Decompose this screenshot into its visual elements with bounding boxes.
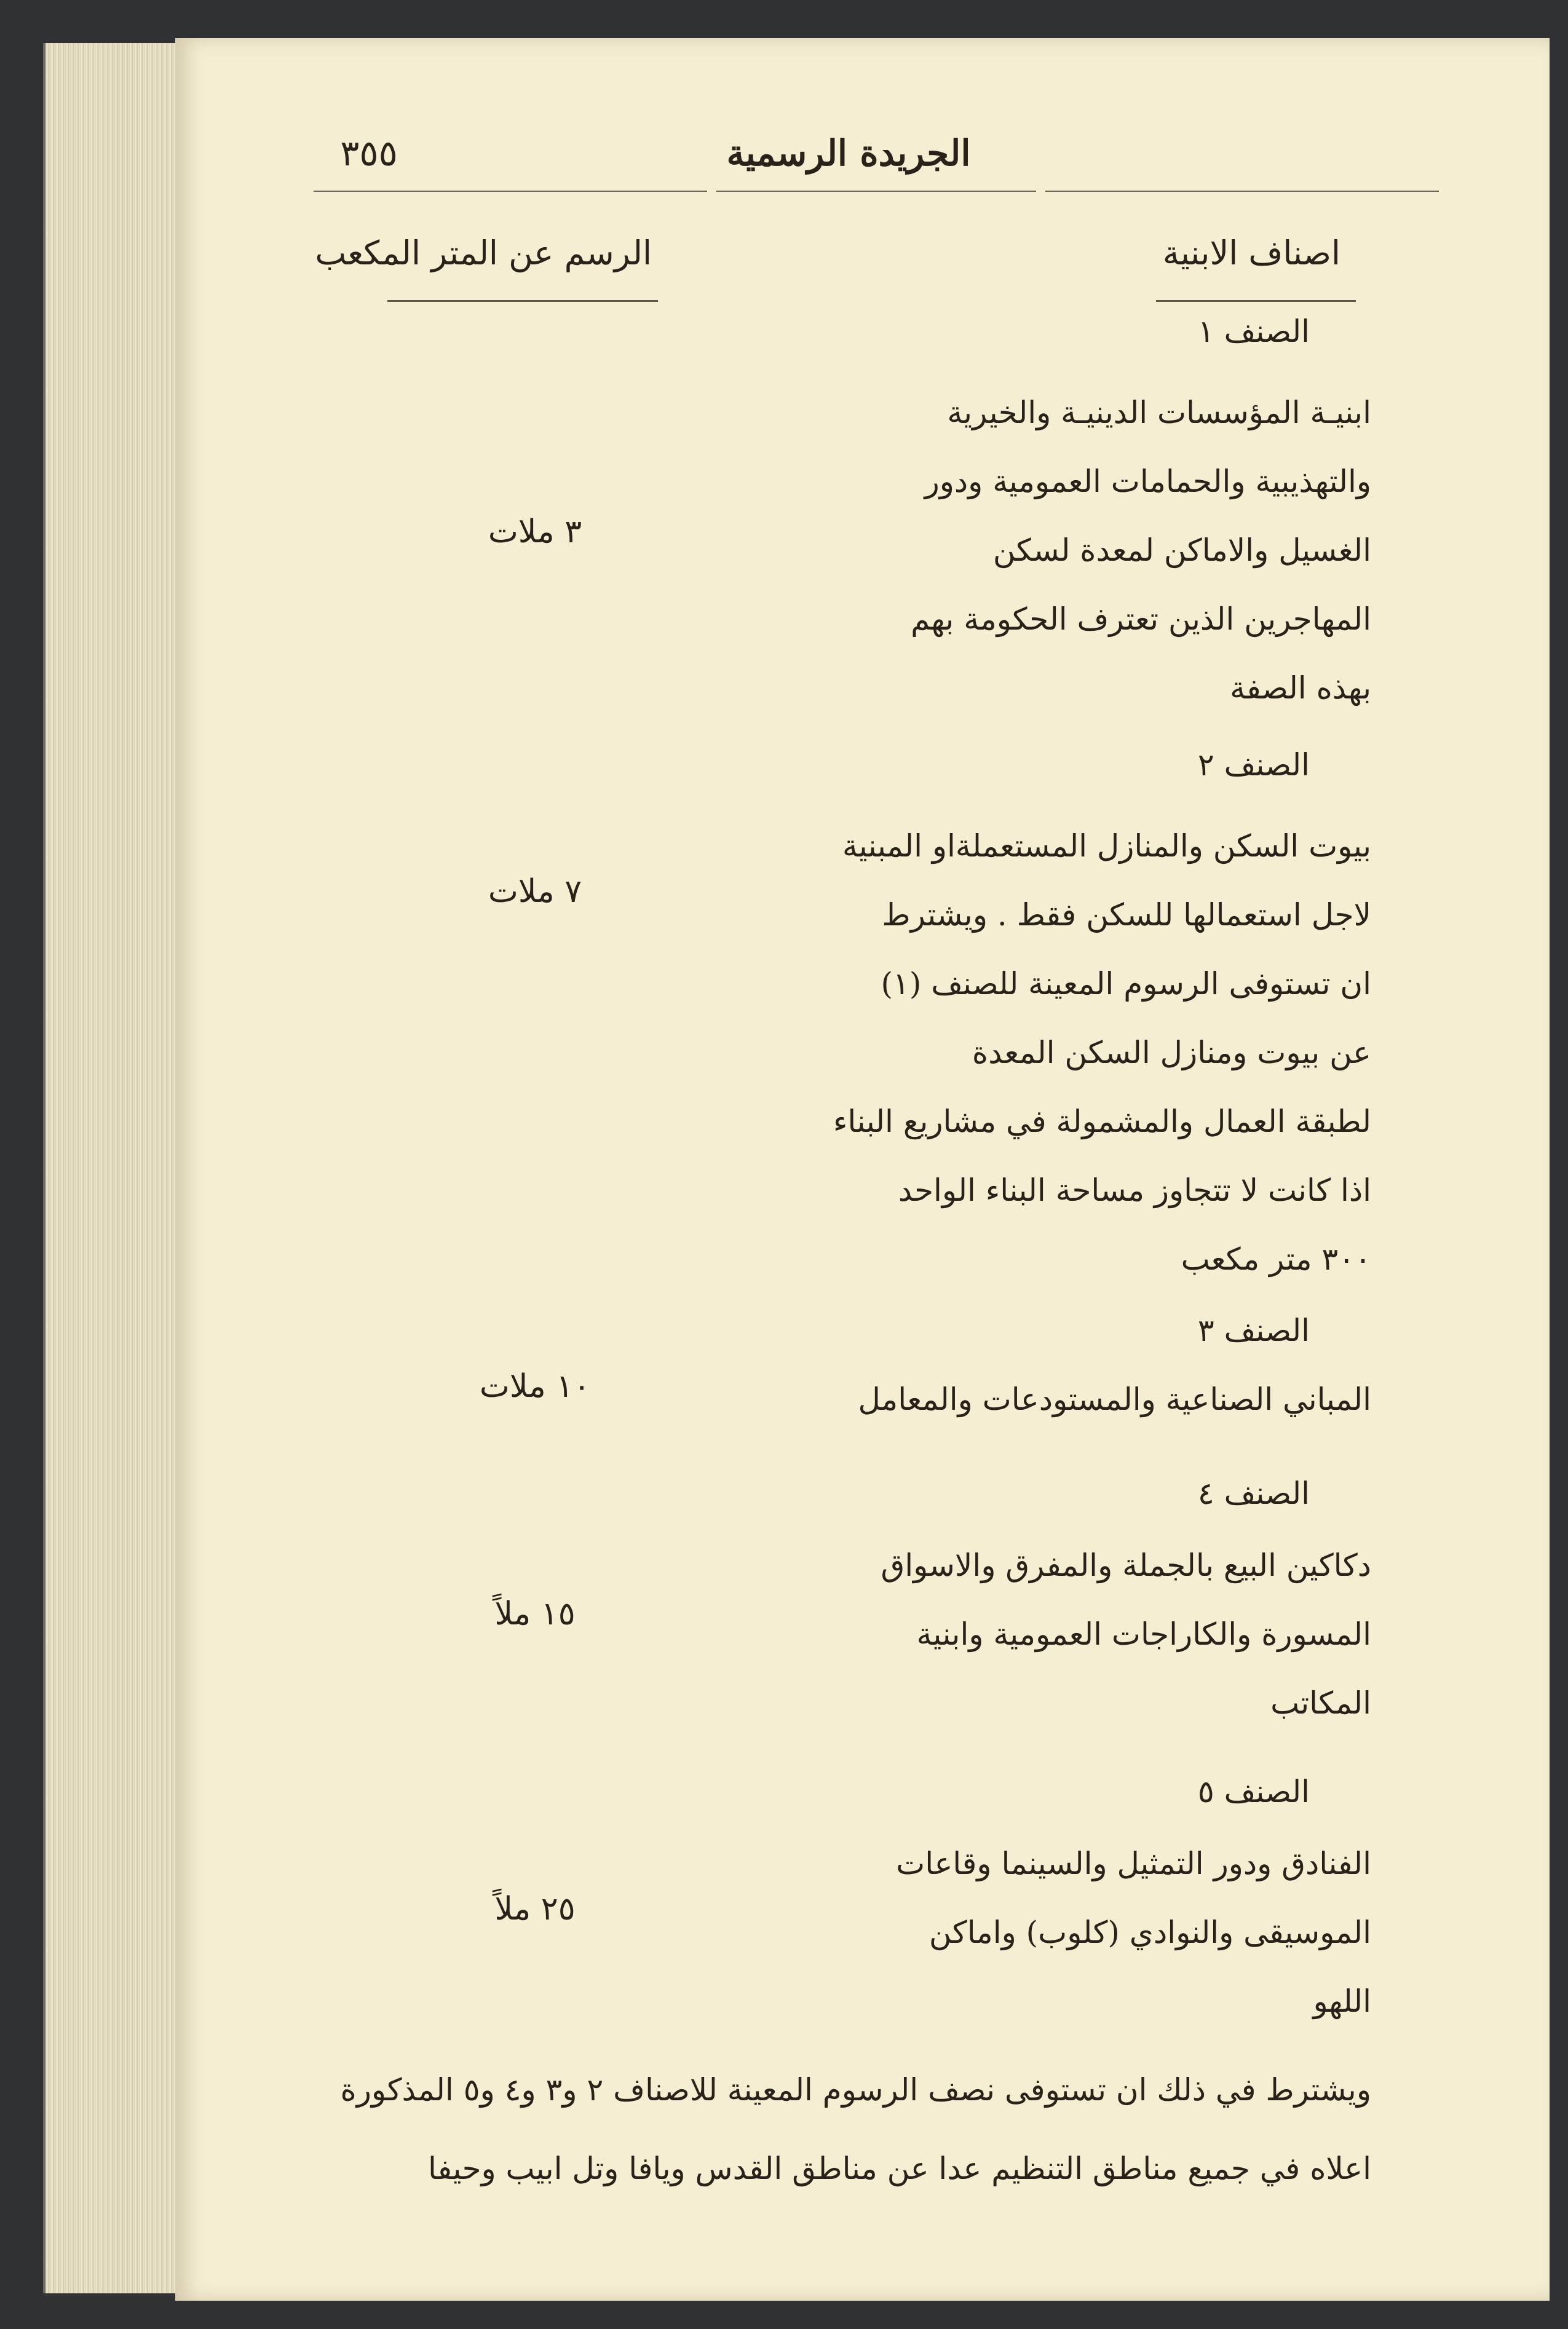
category-1-description (911, 378, 1371, 722)
category-2-description (833, 812, 1371, 1294)
header-rule-left (314, 191, 707, 192)
footnote-line: ويشترط في ذلك ان تستوفى نصف الرسوم المعينة للاصناف ٢ و٣ و٤ و٥ المذكورة (340, 2072, 1371, 2108)
category-5-line: اللهو (1313, 1983, 1371, 2019)
categories-column-heading: اصناف الابنية (1162, 234, 1340, 272)
fee-column-heading: الرسم عن المتر المكعب (315, 234, 652, 272)
category-4-heading: الصنف ٤ (1197, 1476, 1310, 1511)
category-5-line: الفنادق ودور التمثيل والسينما وقاعات (896, 1846, 1371, 1881)
category-2-line: اذا كانت لا تتجاوز مساحة البناء الواحد (898, 1172, 1371, 1208)
category-4-line: المسورة والكاراجات العمومية وابنية (916, 1616, 1371, 1652)
category-4-description (881, 1531, 1371, 1738)
category-3-heading: الصنف ٣ (1197, 1313, 1310, 1348)
category-4-line: المكاتب (1270, 1685, 1371, 1721)
category-2-line: بيوت السكن والمنازل المستعملةاو المبنية (842, 828, 1371, 864)
category-5-fee: ٢٥ ملاً (494, 1891, 576, 1928)
category-2-line: عن بيوت ومنازل السكن المعدة (972, 1035, 1371, 1070)
category-2-line: لاجل استعمالها للسكن فقط . ويشترط (882, 897, 1371, 933)
gazette-title: الجريدة الرسمية (726, 132, 971, 174)
category-2-fee: ٧ ملات (488, 873, 582, 910)
categories-heading-rule (1156, 300, 1356, 302)
category-3-line: المباني الصناعية والمستودعات والمعامل (858, 1382, 1371, 1417)
category-1-line: ابنيـة المؤسسات الدينيـة والخيرية (947, 395, 1371, 430)
category-1-line: المهاجرين الذين تعترف الحكومة بهم (911, 601, 1371, 637)
category-1-line: بهذه الصفة (1230, 670, 1371, 706)
category-2-line: لطبقة العمال والمشمولة في مشاريع البناء (833, 1104, 1371, 1139)
footnote-line: اعلاه في جميع مناطق التنظيم عدا عن مناطق القدس ويافا وتل ابيب وحيفا (427, 2151, 1371, 2186)
category-1-line: الغسيل والاماكن لمعدة لسكن (992, 532, 1371, 568)
category-2-line: ٣٠٠ متر مكعب (1181, 1241, 1371, 1277)
category-5-line: الموسيقى والنوادي (كلوب) واماكن (929, 1915, 1371, 1950)
category-2-line: ان تستوفى الرسوم المعينة للصنف (١) (881, 966, 1371, 1002)
fee-heading-rule (387, 300, 658, 302)
category-3-fee: ١٠ ملات (479, 1368, 591, 1405)
category-3-description (858, 1365, 1371, 1434)
category-1-heading: الصنف ١ (1197, 314, 1310, 349)
category-5-description (896, 1829, 1371, 2036)
category-5-heading: الصنف ٥ (1197, 1774, 1310, 1809)
header-rule-middle (716, 191, 1036, 192)
category-1-line: والتهذيبية والحمامات العمومية ودور (924, 464, 1371, 499)
footnote (340, 2050, 1371, 2208)
header-rule-right (1045, 191, 1439, 192)
category-2-heading: الصنف ٢ (1197, 747, 1310, 783)
page-number: ٣٥٥ (340, 132, 398, 174)
category-4-fee: ١٥ ملاً (494, 1596, 576, 1632)
category-1-fee: ٣ ملات (488, 513, 582, 550)
book-page-edges (43, 43, 181, 2293)
category-4-line: دكاكين البيع بالجملة والمفرق والاسواق (881, 1548, 1371, 1583)
